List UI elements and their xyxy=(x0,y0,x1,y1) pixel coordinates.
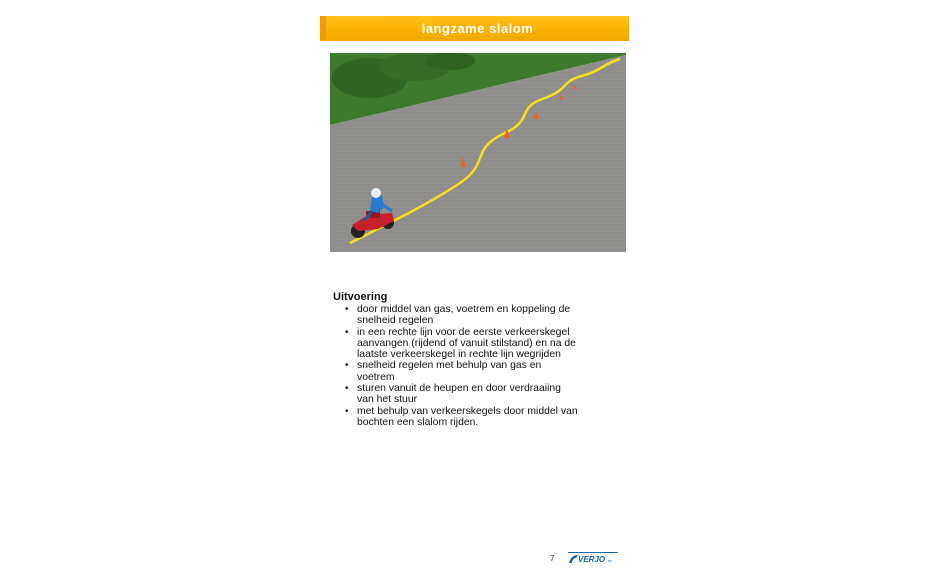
list-item-line: voetrem xyxy=(357,371,395,383)
instructions-section xyxy=(333,291,613,428)
section-heading: Uitvoering xyxy=(333,291,388,303)
bullet-icon: • xyxy=(345,383,349,395)
bullet-icon: • xyxy=(345,304,349,315)
list-item xyxy=(345,327,613,361)
verjo-logo-icon xyxy=(568,551,618,565)
list-item-line: bochten een slalom rijden. xyxy=(357,416,479,428)
list-item-line: van het stuur xyxy=(357,394,418,406)
bullet-icon: • xyxy=(345,360,349,372)
list-item-line: door middel van gas, voetrem en koppeling de xyxy=(357,304,571,315)
logo-suffix: bv xyxy=(608,558,613,563)
list-item xyxy=(345,360,613,383)
instruction-list xyxy=(333,304,613,428)
page-number: 7 xyxy=(550,554,555,563)
list-item xyxy=(345,406,613,429)
list-item xyxy=(345,383,613,406)
list-item xyxy=(345,304,613,327)
list-item-line: met behulp van verkeerskegels door middel van xyxy=(357,405,578,417)
logo-text: VERJO xyxy=(578,555,606,564)
list-item-line: aanvangen (rijdend of vanuit stilstand) en na de xyxy=(357,337,576,349)
bullet-icon: • xyxy=(345,326,349,338)
list-item-line: snelheid regelen xyxy=(357,315,434,327)
list-item-line: snelheid regelen met behulp van gas en xyxy=(357,360,542,372)
list-item-line: sturen vanuit de heupen en door verdraaiing xyxy=(357,383,561,395)
list-item-line: laatste verkeerskegel in rechte lijn wegrijden xyxy=(357,349,561,361)
bullet-icon: • xyxy=(345,405,349,417)
motorcycle-slalom-illustration xyxy=(330,53,626,252)
page-title: langzame slalom xyxy=(421,21,534,36)
title-bar xyxy=(320,16,629,41)
list-item-line: in een rechte lijn voor de eerste verkeerskegel xyxy=(357,326,570,338)
